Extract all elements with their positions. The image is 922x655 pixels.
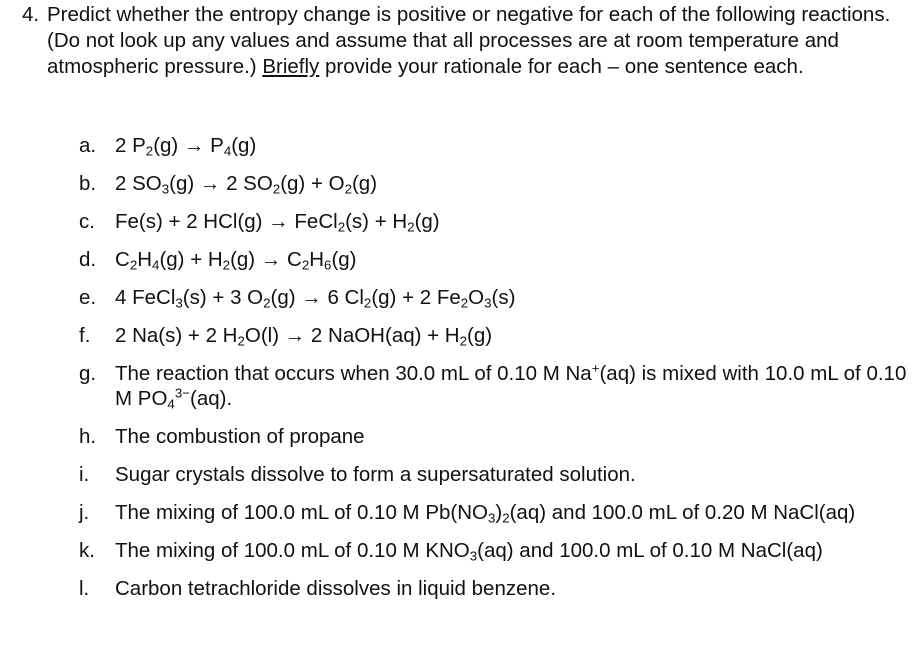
subscript: 2 xyxy=(263,295,271,311)
text-run: (g) xyxy=(414,210,440,233)
text-run: (g) + 2 Fe xyxy=(371,286,461,309)
part-letter: k. xyxy=(79,539,95,562)
question-part xyxy=(79,133,909,158)
text-run: (g) → 6 Cl xyxy=(270,286,364,309)
subscript: 3 xyxy=(484,295,492,311)
part-letter: f. xyxy=(79,324,91,347)
question-part xyxy=(79,285,909,310)
subscript: 4 xyxy=(167,396,175,412)
part-text xyxy=(115,286,515,309)
text-run: 2 P xyxy=(115,134,146,157)
question-part xyxy=(79,209,909,234)
subscript: 3 xyxy=(175,295,183,311)
text-run: 4 FeCl xyxy=(115,286,176,309)
text-run: (g) + O xyxy=(280,172,345,195)
text-run: (g) xyxy=(331,248,357,271)
text-run: ) xyxy=(495,501,503,524)
subscript: 2 xyxy=(460,295,469,311)
subscript: 3 xyxy=(469,548,478,564)
text-run: Carbon tetrachloride dissolves in liquid benzene. xyxy=(115,577,557,600)
subscript: 2 xyxy=(237,333,245,349)
text-run: Fe(s) + 2 HCl(g) → FeCl xyxy=(115,210,338,233)
part-text xyxy=(115,539,823,562)
subscript: 6 xyxy=(324,257,332,273)
part-text xyxy=(115,577,556,600)
text-run: (s) + 3 O xyxy=(182,286,264,309)
part-text xyxy=(115,324,492,347)
subscript: 3 xyxy=(161,181,170,197)
prompt-emphasis: Briefly xyxy=(262,55,320,78)
subscript: 2 xyxy=(272,181,281,197)
question-part xyxy=(79,576,909,601)
text-run: (g) → C xyxy=(230,248,302,271)
subscript: 3 xyxy=(487,510,496,526)
text-run: (aq) and 100.0 mL of 0.20 M NaCl(aq) xyxy=(509,501,856,524)
text-run: Sugar crystals dissolve to form a supersaturated solution. xyxy=(115,463,636,486)
text-run: (g) xyxy=(351,172,378,195)
text-run: (aq). xyxy=(190,387,233,410)
part-letter: l. xyxy=(79,577,90,600)
subscript: 4 xyxy=(152,257,160,273)
subscript: 2 xyxy=(407,219,415,235)
text-run: The mixing of 100.0 mL of 0.10 M Pb(NO xyxy=(115,501,488,524)
text-run: The reaction that occurs when 30.0 mL of 0.10 M Na xyxy=(115,362,592,385)
part-text xyxy=(115,425,365,448)
question-part xyxy=(79,500,909,525)
question-part xyxy=(79,424,909,449)
part-letter: g. xyxy=(79,362,97,385)
part-letter: i. xyxy=(79,463,90,486)
part-letter: a. xyxy=(79,134,97,157)
part-text xyxy=(115,134,256,157)
part-letter: d. xyxy=(79,248,97,271)
question-part xyxy=(79,247,909,272)
part-text xyxy=(115,210,440,233)
text-run: The mixing of 100.0 mL of 0.10 M KNO xyxy=(115,539,470,562)
text-run: (g) → 2 SO xyxy=(169,172,273,195)
text-run: (aq) is mixed with 10.0 mL of 0.10 M PO xyxy=(115,362,907,410)
subscript: 2 xyxy=(222,257,231,273)
text-run: 2 Na(s) + 2 H xyxy=(115,324,238,347)
subscript: 2 xyxy=(344,181,352,197)
question-4 xyxy=(22,2,912,80)
text-run: O xyxy=(468,286,485,309)
subscript: 2 xyxy=(129,257,138,273)
text-run: (s) xyxy=(491,286,516,309)
text-run: (g) xyxy=(231,134,257,157)
question-part xyxy=(79,361,909,411)
question-part xyxy=(79,323,909,348)
subscript: 2 xyxy=(301,257,310,273)
part-text xyxy=(115,362,906,410)
subscript: 2 xyxy=(337,219,346,235)
part-letter: h. xyxy=(79,425,97,448)
superscript: + xyxy=(591,360,600,376)
part-text xyxy=(115,172,377,195)
part-text xyxy=(115,463,636,486)
text-run: (aq) and 100.0 mL of 0.10 M NaCl(aq) xyxy=(477,539,823,562)
part-text xyxy=(115,248,357,271)
question-part xyxy=(79,171,909,196)
question-number: 4. xyxy=(22,3,40,26)
prompt-text-end: provide your rationale for each – one sentence each. xyxy=(319,55,804,78)
part-letter: e. xyxy=(79,286,97,309)
subscript: 4 xyxy=(223,143,232,159)
text-run: H xyxy=(309,248,325,271)
subscript: 2 xyxy=(502,510,510,526)
part-letter: c. xyxy=(79,210,95,233)
subscript: 2 xyxy=(145,143,154,159)
question-part xyxy=(79,462,909,487)
reaction-list xyxy=(79,133,909,614)
text-run: (g) → P xyxy=(153,134,224,157)
question-prompt xyxy=(47,2,912,80)
subscript: 2 xyxy=(363,295,372,311)
text-run: O(l) → 2 NaOH(aq) + H xyxy=(244,324,460,347)
question-part xyxy=(79,538,909,563)
text-run: The combustion of propane xyxy=(115,425,365,448)
prompt-text-start: Predict whether the entropy change is positive or negative for each of the following reactions. (Do not look up any values and assume that all processes are at room temperature and atmospheric pressure.) xyxy=(47,3,891,78)
part-letter: b. xyxy=(79,172,97,195)
text-run: C xyxy=(115,248,130,271)
text-run: H xyxy=(137,248,153,271)
text-run: (s) + H xyxy=(345,210,408,233)
text-run: (g) xyxy=(467,324,493,347)
subscript: 2 xyxy=(459,333,468,349)
text-run: 2 SO xyxy=(115,172,162,195)
superscript: 3− xyxy=(174,385,190,401)
text-run: (g) + H xyxy=(159,248,223,271)
part-letter: j. xyxy=(79,501,90,524)
part-text xyxy=(115,501,855,524)
